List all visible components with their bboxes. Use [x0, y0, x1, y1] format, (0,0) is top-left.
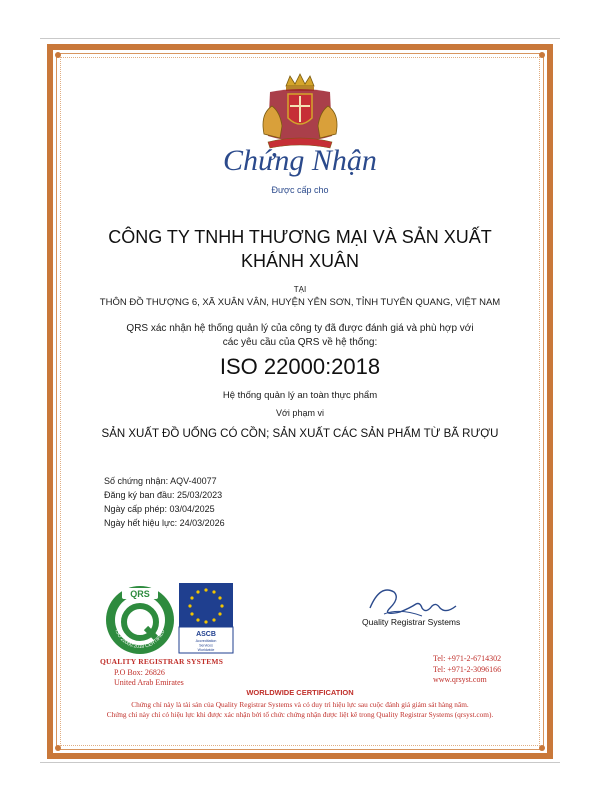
issuer-contact — [433, 654, 501, 686]
at-label: TẠI — [293, 285, 307, 294]
corner-ornament-bottom-left — [50, 728, 78, 756]
issuer-country: United Arab Emirates — [114, 678, 184, 687]
footer-line-1: Chứng chỉ này là tài sản của Quality Registrar Systems và có duy trì hiệu lực sau cuộc đánh giá giám sát hàng năm. — [131, 700, 469, 709]
expiry-date: Ngày hết hiệu lực: 24/03/2026 — [104, 518, 225, 528]
qrs-logo-text: QRS — [130, 589, 150, 599]
management-system: Hệ thống quản lý an toàn thực phẩm — [222, 390, 378, 401]
ascb-accreditation-logo — [178, 582, 234, 654]
awarded-to-label: Được cấp cho — [271, 185, 329, 195]
certificate-number: Số chứng nhận: AQV-40077 — [104, 476, 217, 486]
company-name-line-1: CÔNG TY TNHH THƯƠNG MẠI VÀ SẢN XUẤT — [108, 227, 492, 247]
issuer-po-box: P.O Box: 26826 — [114, 668, 165, 677]
qrs-ring-text: ISO 22000:2018 CERTIFIED — [113, 628, 167, 651]
issue-date: Ngày cấp phép: 03/04/2025 — [104, 504, 215, 514]
certification-statement — [110, 322, 490, 350]
company-address: THÔN ĐỒ THƯỢNG 6, XÃ XUÂN VÂN, HUYỆN YÊN SƠN, TỈNH TUYÊN QUANG, VIỆT NAM — [99, 297, 501, 308]
corner-ornament-top-right — [522, 47, 550, 75]
scope-label: Với phạm vi — [276, 408, 324, 418]
royal-crest-icon — [250, 72, 350, 154]
qrs-logo — [104, 584, 176, 656]
issuer-tel: Tel: +971-2-6714302 — [433, 654, 502, 663]
company-name-line-2: KHÁNH XUÂN — [240, 251, 360, 271]
certificate-title: Chứng Nhận — [223, 144, 377, 177]
worldwide-certification-label: WORLDWIDE CERTIFICATION — [246, 688, 354, 697]
ascb-logo-text: ASCB — [196, 631, 216, 638]
footer-line-2: Chứng chỉ này chỉ có hiệu lực khi được xác nhận bởi tổ chức chứng nhận được liệt kê trong Quality Registrar Systems (qrsyst.com). — [106, 710, 494, 719]
corner-ornament-bottom-right — [522, 728, 550, 756]
issuer-fax: Tel: +971-2-3096166 — [433, 664, 502, 674]
initial-registration-date: Đăng ký ban đầu: 25/03/2023 — [104, 490, 223, 500]
issuer-address — [114, 668, 184, 688]
ascb-subtext-2: Services — [199, 643, 213, 648]
statement-line-2: các yêu cầu của QRS về hệ thống: — [222, 337, 378, 348]
footer-notes — [60, 700, 540, 720]
corner-ornament-top-left — [50, 47, 78, 75]
issuer-name: QUALITY REGISTRAR SYSTEMS — [100, 657, 224, 666]
certificate-details — [104, 474, 225, 530]
scan-edge-top — [40, 38, 560, 39]
scan-edge-bottom — [40, 762, 560, 763]
statement-line-1: QRS xác nhận hệ thống quản lý của công ty đã được đánh giá và phù hợp với — [126, 323, 474, 334]
iso-standard: ISO 22000:2018 — [219, 354, 381, 379]
ascb-subtext-1: Accreditation — [195, 639, 217, 643]
ascb-subtext-3: Worldwide — [197, 648, 215, 652]
certification-scope: SẢN XUẤT ĐỒ UỐNG CÓ CỒN; SẢN XUẤT CÁC SẢN PHẨM TỪ BÃ RƯỢU — [101, 428, 499, 440]
issuer-website: www.qrsyst.com — [433, 675, 487, 684]
company-name — [90, 225, 510, 273]
signature-caption: Quality Registrar Systems — [362, 617, 461, 627]
